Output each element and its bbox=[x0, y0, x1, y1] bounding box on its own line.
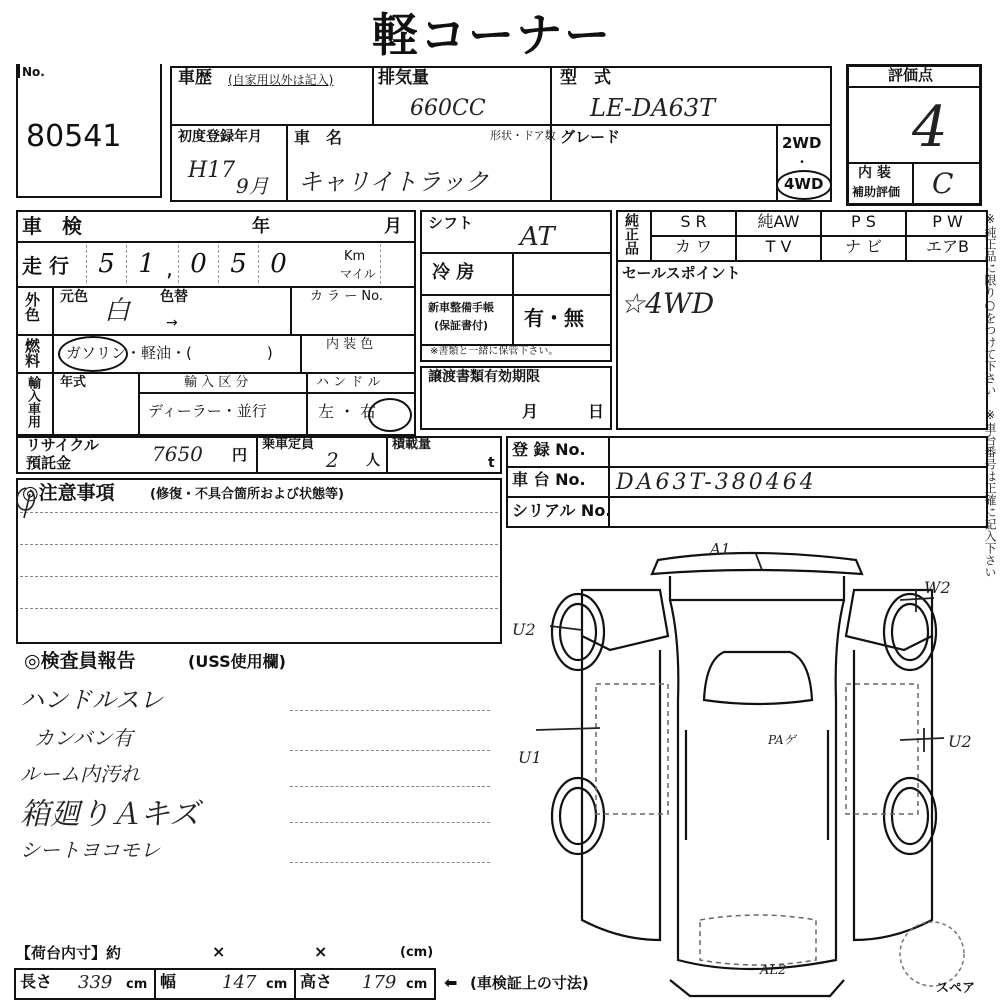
inspector-label: ◎検査員報告 bbox=[24, 650, 136, 672]
first-reg-month: 9月 bbox=[236, 174, 269, 198]
transfer-label: 譲渡書類有効期限 bbox=[428, 369, 540, 385]
reg-no-label: 登 録 No. bbox=[512, 440, 586, 459]
caution-handwriting-mark bbox=[8, 480, 48, 520]
diagram-u2-left: U2 bbox=[512, 620, 536, 639]
drive-dot: ・ bbox=[796, 155, 809, 169]
shaken-month: 月 bbox=[384, 216, 402, 237]
recycle-value: 7650 bbox=[152, 442, 203, 466]
interior-value: C bbox=[932, 167, 954, 200]
import-class-value: ディーラー・並行 bbox=[148, 402, 267, 420]
load-label: 積載量 bbox=[392, 437, 432, 452]
handle-right-circle bbox=[368, 398, 412, 432]
sales-point-value: ☆4WD bbox=[620, 287, 715, 320]
inspector-line: 箱廻りＡキズ bbox=[20, 797, 200, 832]
cargo-height-value: 179 bbox=[362, 972, 397, 993]
color-code-label: カ ラ ー No. bbox=[310, 289, 383, 304]
cargo-x2: × bbox=[314, 942, 328, 961]
cargo-width-value: 147 bbox=[222, 972, 257, 993]
diagram-w2: W2 bbox=[924, 578, 951, 597]
frame-no-value: DA63T-380464 bbox=[616, 470, 817, 495]
first-reg-year: H17 bbox=[188, 158, 236, 183]
cargo-width-label: 幅 bbox=[160, 972, 177, 991]
shift-box bbox=[420, 210, 612, 362]
handle-value: 左 ・ 右 bbox=[318, 402, 377, 421]
manual-label-2: (保証書付) bbox=[434, 319, 489, 332]
cargo-note: (車検証上の寸法) bbox=[470, 974, 589, 992]
option-row2-0: カ ワ bbox=[674, 237, 713, 256]
cargo-width-cm: cm bbox=[266, 977, 288, 992]
mileage-label: 走 行 bbox=[22, 254, 69, 278]
first-reg-label: 初度登録年月 bbox=[178, 129, 262, 145]
color-label: 外色 bbox=[23, 292, 41, 322]
sales-point-label: セールスポイント bbox=[622, 264, 741, 282]
color-change-label: 色替 bbox=[160, 289, 188, 305]
recycle-unit: 円 bbox=[232, 446, 248, 464]
odometer-digit: 0 bbox=[258, 245, 298, 283]
import-year-label: 年式 bbox=[60, 375, 87, 390]
vehicle-damage-diagram bbox=[500, 540, 990, 998]
cargo-height-label: 高さ bbox=[300, 972, 333, 991]
grade-label: グレード bbox=[560, 128, 621, 146]
page-title: 軽コーナー bbox=[372, 8, 612, 62]
mileage-unit-km: Km bbox=[344, 249, 366, 264]
interior-color-label: 内 装 色 bbox=[326, 337, 374, 352]
interior-sub: 補助評価 bbox=[852, 185, 901, 199]
shape-label: 形状・ドア数 bbox=[490, 129, 556, 142]
fuel-label: 燃料 bbox=[23, 338, 41, 368]
capacity-unit: 人 bbox=[366, 453, 380, 469]
transfer-day: 日 bbox=[588, 402, 605, 421]
serial-no-label: シリアル No. bbox=[512, 501, 612, 520]
score-value: 4 bbox=[912, 95, 948, 160]
capacity-label: 乗車定員 bbox=[262, 437, 315, 452]
side-note: ※純正品に限り○をつけて下さい ※車台番号は正確に記入下さい bbox=[983, 212, 997, 578]
diagram-spare: スペア bbox=[936, 981, 976, 996]
import-label: 輸入車用 bbox=[25, 376, 40, 428]
option-row2-1: T V bbox=[765, 237, 792, 256]
diagram-pa: PAゲ bbox=[768, 733, 796, 747]
cargo-unit: (cm) bbox=[400, 945, 434, 960]
transfer-month: 月 bbox=[522, 402, 539, 421]
drive-4wd-circle bbox=[776, 170, 832, 200]
displacement-label: 排気量 bbox=[378, 68, 429, 88]
color-arrow: → bbox=[166, 315, 178, 331]
option-row2-3: エアB bbox=[926, 237, 969, 256]
handle-label: ハ ン ド ル bbox=[316, 375, 381, 390]
inspector-line: カンバン有 bbox=[34, 726, 133, 750]
option-row1-1: 純AW bbox=[757, 212, 800, 231]
cargo-len-cm: cm bbox=[126, 977, 148, 992]
model-label: 型 式 bbox=[560, 68, 611, 88]
odometer-digit: 1 bbox=[126, 245, 166, 283]
diagram-u1: U1 bbox=[518, 748, 542, 767]
odometer bbox=[86, 245, 332, 283]
diagram-al2: AL2 bbox=[760, 963, 787, 978]
recycle-label-1: リサイクル bbox=[26, 436, 99, 454]
inspector-line: ハンドルスレ bbox=[20, 686, 164, 714]
car-name-value: キャリイトラック bbox=[298, 168, 489, 196]
recycle-label-2: 預託金 bbox=[26, 454, 72, 472]
cargo-height-cm: cm bbox=[406, 977, 428, 992]
history-note: (自家用以外は記入) bbox=[228, 73, 334, 87]
manual-value: 有・無 bbox=[524, 306, 584, 330]
odometer-digit: 5 bbox=[218, 245, 258, 283]
cargo-len-label: 長さ bbox=[20, 972, 53, 991]
lot-label: No. bbox=[22, 65, 45, 79]
cargo-label: 【荷台内寸】約 bbox=[16, 944, 122, 962]
drive-2wd: 2WD bbox=[782, 134, 822, 152]
color-orig-value: 白 bbox=[104, 296, 131, 326]
shift-label: シフト bbox=[428, 214, 474, 232]
score-label: 評価点 bbox=[888, 66, 934, 84]
capacity-value: 2 bbox=[326, 448, 339, 472]
inspector-line: ルーム内汚れ bbox=[20, 762, 140, 786]
manual-note: ※書類と一緒に保管下さい。 bbox=[430, 346, 559, 357]
frame-no-label: 車 台 No. bbox=[512, 470, 586, 489]
history-label: 車歴 bbox=[178, 68, 212, 88]
caution-sub: (修復・不具合箇所および状態等) bbox=[150, 487, 344, 502]
caution-label: ◎注意事項 bbox=[22, 482, 115, 504]
option-row1-2: P S bbox=[851, 212, 876, 231]
car-name-label: 車 名 bbox=[294, 128, 343, 147]
fuel-options: ガソリン・軽油・( ) bbox=[66, 344, 273, 362]
cargo-note-arrow: ⬅ bbox=[444, 973, 458, 992]
displacement-value: 660CC bbox=[410, 96, 486, 121]
import-class-label: 輸 入 区 分 bbox=[184, 375, 249, 390]
option-row1-3: P W bbox=[932, 212, 963, 231]
fuel-gasoline-circle bbox=[58, 336, 128, 372]
diagram-a1: A1 bbox=[710, 540, 731, 558]
odometer-comma: , bbox=[166, 257, 173, 282]
odometer-digit: 0 bbox=[178, 245, 218, 283]
lot-number: 80541 bbox=[26, 119, 122, 154]
option-row1-0: S R bbox=[680, 212, 707, 231]
diagram-u2-right: U2 bbox=[948, 732, 972, 751]
options-side-label: 純正品 bbox=[623, 213, 639, 255]
aircon-label: 冷 房 bbox=[432, 262, 475, 283]
inspector-sub: (USS使用欄) bbox=[188, 652, 286, 671]
model-value: LE-DA63T bbox=[590, 94, 716, 122]
load-unit: t bbox=[488, 455, 495, 471]
cargo-len-value: 339 bbox=[78, 972, 113, 993]
option-row2-2: ナ ビ bbox=[844, 237, 883, 256]
cargo-x1: × bbox=[212, 942, 226, 961]
color-orig-label: 元色 bbox=[60, 289, 88, 305]
shaken-label: 車 検 bbox=[22, 214, 82, 238]
inspector-line: シートヨコモレ bbox=[20, 838, 160, 862]
shift-value: AT bbox=[520, 222, 555, 252]
drive-4wd: 4WD bbox=[784, 175, 824, 193]
odometer-digit: 5 bbox=[86, 245, 126, 283]
mileage-unit-mile: マイル bbox=[340, 267, 376, 281]
shaken-year: 年 bbox=[252, 216, 270, 237]
interior-label: 内 装 bbox=[858, 165, 891, 181]
manual-label-1: 新車整備手帳 bbox=[428, 301, 494, 314]
